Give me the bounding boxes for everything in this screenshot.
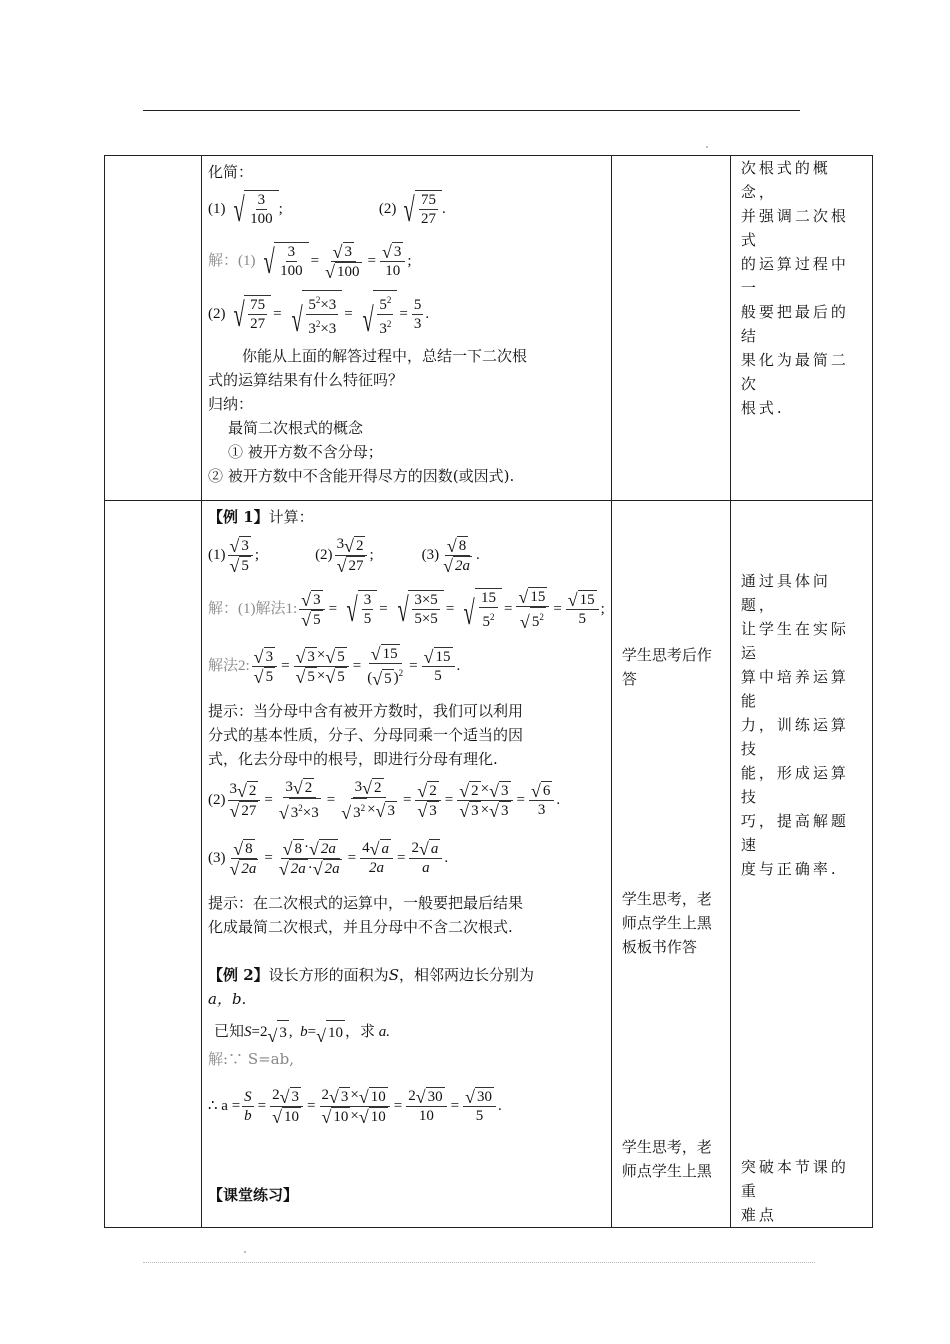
tip-line: 分式的基本性质，分子、分母同乘一个适当的因	[208, 726, 524, 744]
student-activity-cell	[611, 501, 730, 1228]
q2-label: (2)	[378, 201, 397, 217]
table-row	[105, 156, 873, 501]
simplify-label: 化简：	[208, 163, 254, 181]
question-line: 式的运算结果有什么特征吗？	[208, 371, 404, 389]
col1-cell	[105, 156, 202, 501]
design-intent-cell	[730, 501, 872, 1228]
lesson-table	[104, 155, 873, 1228]
intent-line: 的运算过程中一	[740, 255, 849, 297]
activity-line: 学生思考，老	[621, 890, 712, 908]
practice-heading: 【课堂练习】	[208, 1186, 299, 1204]
q1-label: (1)	[208, 201, 226, 217]
example-2-text: a，b.	[208, 990, 247, 1008]
design-intent-cell	[730, 156, 872, 501]
method-1-row: 解：(1)解法1: √ 3 √ 5 = √ $\frac{3}{5}$ = √ $\frac{3\times 5}{5\times 5}$ = √ $\frac{15}{5^2}$ = √ 15 √ $5^2$ = √ 15 5 ;	[208, 587, 605, 633]
q1-radical: √ $\frac{3}{100}$	[226, 190, 279, 228]
intent-line: 难点	[740, 1206, 777, 1224]
col1-cell	[105, 501, 202, 1228]
rule-2: ② 被开方数中不含能开得尽方的因数(或因式).	[208, 467, 515, 485]
header-rule	[143, 110, 800, 111]
solution-2-row: (2) 3 √ 2 √ 27 = 3 √ 2 √ $3^2\times 3$ = 3 √ 2 √ $3^2$ × √ 3 = √ 2 √ 3 = √ 2 × √ 3 √ 3 × √ 3 = √ 6 3 .	[208, 778, 561, 824]
example-1-problems: (1) √ 3 √ 5 ; (2) 3 √ 2 √ 27 ; (3) √ 8 √ 2a .	[208, 535, 480, 576]
example-1-heading: 【例 1】计算：	[208, 508, 314, 526]
solution-1-row: 解：(1) √ $\frac{3}{100}$ = √ 3 √ 100 = √ 3 10 ;	[208, 241, 412, 282]
footer-rule	[143, 1262, 815, 1263]
intent-line: 并强调二次根式	[740, 207, 849, 249]
tip-line: 式，化去分母中的根号，即进行分母有理化.	[208, 750, 498, 768]
intent-line: 能，形成运算技	[740, 764, 849, 806]
therefore-row: ∴ a = $\frac{S}{b}$ = 2 √ 3 √ 10 = 2 √ 3 × √ 10 √ 10 × √ 10 = 2 √ 30 10 = √ 30 5 .	[208, 1086, 502, 1127]
tip-line: 提示：当分母中含有被开方数时，我们可以利用	[208, 702, 524, 720]
concept-title: 最简二次根式的概念	[228, 419, 364, 437]
student-activity-cell	[611, 156, 730, 501]
activity-line: 师点学生上黑	[621, 914, 712, 932]
dot-mark	[244, 1251, 246, 1253]
table-row	[105, 501, 873, 1228]
content-cell	[202, 156, 612, 501]
solution-label: 解：(1)	[208, 253, 256, 269]
activity-line: 学生思考后作	[621, 646, 712, 664]
intent-line: 让学生在实际运	[740, 620, 849, 662]
tip-line: 提示：在二次根式的运算中，一般要把最后结果	[208, 894, 524, 912]
solution-2-row: (2) √ $\frac{75}{27}$ = √ $\frac{5^2\times 3}{3^2\times 3}$ = √ $\frac{5^2}{3^2}$ = $\frac{5}{3}$ .	[208, 290, 605, 338]
activity-line: 师点学生上黑	[621, 1162, 712, 1180]
dot-mark	[706, 146, 708, 148]
given-row: 已知 S =2 √ 3 , b = √ 10 ，求 a.	[208, 1017, 605, 1047]
solution-3-row: (3) √ 8 √ 2a = √ 8 · √ 2a √ 2a · √ 2a = 4 √ a 2a = 2 √ a a .	[208, 838, 449, 879]
content-cell	[202, 501, 612, 1228]
intent-line: 算中培养运算能	[740, 668, 849, 710]
intent-line: 度与正确率.	[740, 860, 839, 878]
activity-line: 板板书作答	[621, 938, 697, 956]
problem-row: (1) √ $\frac{3}{100}$ ; (2) √ $\frac{75}{27}$ .	[208, 192, 446, 229]
intent-line: 次根式的概念，	[740, 159, 831, 201]
since-line: 解:∵ S=ab,	[208, 1050, 294, 1068]
activity-line: 答	[621, 670, 637, 688]
intent-line: 般要把最后的结	[740, 303, 849, 345]
activity-line: 学生思考，老	[621, 1138, 712, 1156]
method-2-row: 解法2: √ 3 √ 5 = √ 3 × √ 5 √ 5 × √ 5 = √ 15 ( √ 5 )$^2$ = √ 15 5 .	[208, 644, 461, 690]
tip-line: 化成最简二次根式，并且分母中不含二次根式.	[208, 918, 513, 936]
intent-line: 通过具体问题，	[740, 572, 831, 614]
rule-1: ① 被开方数不含分母；	[228, 443, 383, 461]
example-2-text: 【例 2】设长方形的面积为S，相邻两边长分别为	[208, 966, 534, 984]
intent-line: 果化为最简二次	[740, 351, 849, 393]
summary-label: 归纳：	[208, 395, 254, 413]
q2-radical: √ $\frac{75}{27}$	[396, 190, 442, 228]
question-line: 你能从上面的解答过程中，总结一下二次根	[242, 347, 528, 365]
intent-line: 根式.	[740, 399, 785, 417]
intent-line: 力，训练运算技	[740, 716, 849, 758]
intent-line: 突破本节课的重	[740, 1158, 849, 1200]
intent-line: 巧，提高解题速	[740, 812, 849, 854]
